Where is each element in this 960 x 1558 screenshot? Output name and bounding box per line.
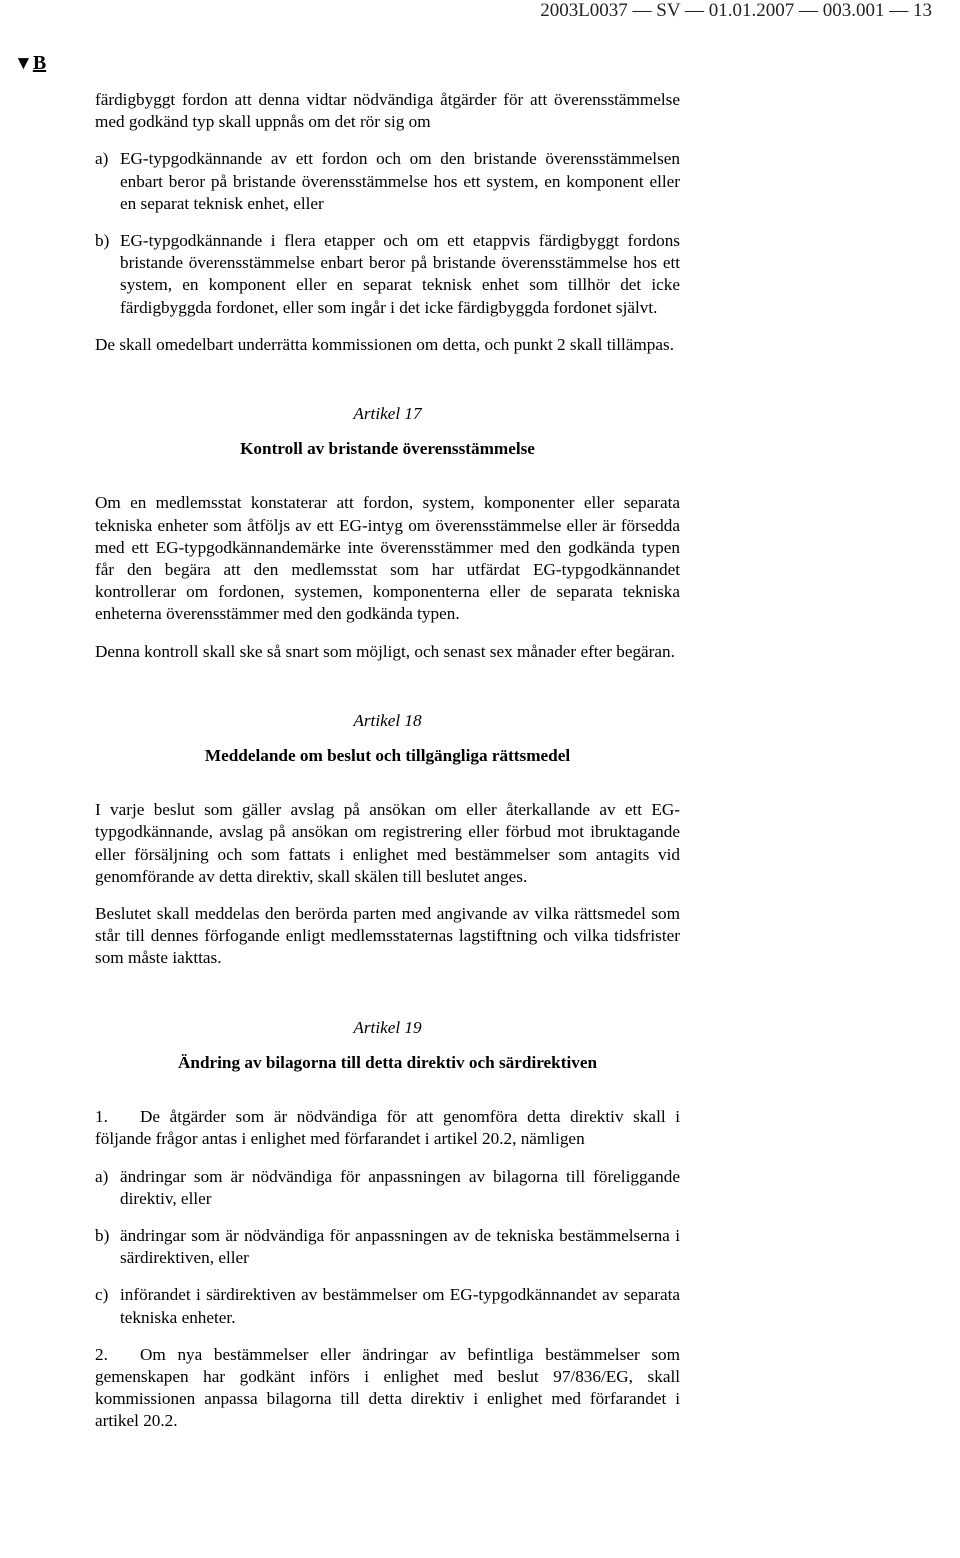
item-label: b) (95, 1225, 110, 1245)
list-item (95, 230, 680, 319)
triangle-down-icon: ▼ (14, 53, 33, 74)
list-item (95, 148, 680, 215)
item-label: b) (95, 231, 110, 251)
document-body (95, 89, 680, 1448)
paragraph-number: 1. (95, 1107, 108, 1127)
item-label: a) (95, 149, 109, 169)
numbered-paragraph (95, 1106, 680, 1150)
article-19-title: Ändring av bilagorna till detta direktiv och särdirektiven (177, 1052, 598, 1072)
paragraph: I varje beslut som gäller avslag på ansökan om eller återkallande av ett EG-typgodkännande, avslag på ansökan om registrering eller förbud mot ibruktagande eller försäljning och som fattats i enlighet med bestämmelser som antagits vid genomförande av detta direktiv, skall skälen till beslutet anges. (95, 800, 680, 886)
list-item (95, 1166, 680, 1210)
list-item (95, 1284, 680, 1328)
running-header: 2003L0037 — SV — 01.01.2007 — 003.001 — 13 (540, 0, 932, 21)
intro-paragraph: färdigbyggt fordon att denna vidtar nödvändiga åtgärder för att överensstämmelse med godkänd typ skall uppnås om det rör sig om (95, 90, 680, 132)
amendment-marker (14, 52, 46, 75)
item-text: EG-typgodkännande av ett fordon och om den bristande överensstämmelsen enbart beror på bristande överensstämmelse hos ett system, en komponent eller en separat teknisk enhet, eller (120, 149, 680, 213)
item-label: a) (95, 1166, 109, 1186)
paragraph: Denna kontroll skall ske så snart som möjligt, och senast sex månader efter begäran. (95, 641, 675, 661)
item-label: c) (95, 1285, 109, 1305)
article-17-number: Artikel 17 (353, 404, 422, 424)
paragraph: Beslutet skall meddelas den berörda parten med angivande av vilka rättsmedel som står till dennes förfogande enligt medlemsstaternas lagstiftning och vilka tidsfrister som måste iakttas. (95, 904, 680, 968)
article-19-number: Artikel 19 (353, 1017, 422, 1037)
paragraph-number: 2. (95, 1344, 108, 1364)
item-text: ändringar som är nödvändiga för anpassningen av bilagorna till föreliggande direktiv, eller (120, 1166, 680, 1208)
numbered-paragraph (95, 1344, 680, 1433)
article-18-title: Meddelande om beslut och tillgängliga rättsmedel (204, 746, 571, 766)
article-17-title: Kontroll av bristande överensstämmelse (240, 439, 535, 459)
paragraph: Om en medlemsstat konstaterar att fordon, system, komponenter eller separata tekniska enheter som åtföljs av ett EG-intyg om överensstämmelse eller är försedda med ett EG-typgodkännandemärke inte överensstämmer med den godkända typen får den begära att den medlemsstat som har utfärdat EG-typgodkännandet kontrollerar om fordonen, systemen, komponenterna eller de separata tekniska enheterna överensstämmer med den godkända typen. (95, 493, 680, 624)
list-item (95, 1225, 680, 1269)
item-text: ändringar som är nödvändiga för anpassningen av de tekniska bestämmelserna i särdirektiven, eller (120, 1225, 680, 1268)
item-text: EG-typgodkännande i flera etapper och om ett etappvis färdigbyggt fordons bristande överensstämmelse enbart beror på bristande överensstämmelse hos ett system, en komponent eller en separat teknisk enhet som tillhör det icke färdigbyggda fordonet, eller som ingår i det icke färdigbyggda fordonet självt. (120, 231, 680, 317)
item-text: införandet i särdirektiven av bestämmelser om EG-typgodkännandet av separata tekniska enheter. (120, 1285, 680, 1327)
paragraph-text: De åtgärder som är nödvändiga för att genomföra detta direktiv skall i följande frågor antas i enlighet med förfarandet i artikel 20.2, nämligen (95, 1107, 680, 1149)
paragraph: De skall omedelbart underrätta kommissionen om detta, och punkt 2 skall tillämpas. (95, 334, 674, 354)
article-18-number: Artikel 18 (353, 710, 422, 730)
marker-letter: B (32, 52, 47, 74)
paragraph-text: Om nya bestämmelser eller ändringar av befintliga bestämmelser som gemenskapen har godkänt införs i enlighet med beslut 97/836/EG, skall kommissionen anpassa bilagorna till detta direktiv i enlighet med förfarandet i artikel 20.2. (95, 1344, 680, 1431)
